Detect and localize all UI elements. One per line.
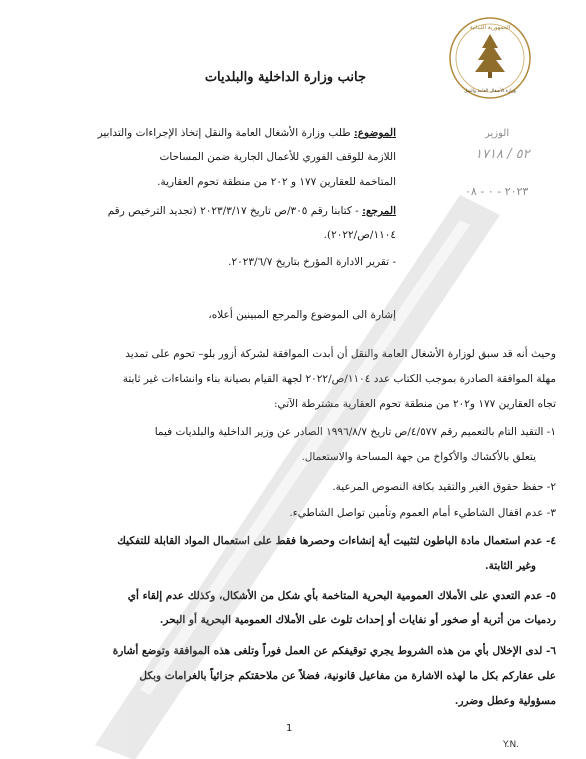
author-initials: Y.N.: [503, 740, 520, 750]
seal-bottom-text: وزارة الأشغال العامة والنقل: [464, 89, 516, 94]
condition-4-line-1: ٤- عدم استعمال مادة الباطون لتثبيت أية إنشاءات وحصرها فقط على استعمال المواد القابلة للتفكيك: [117, 535, 556, 547]
ministry-seal-logo: [442, 14, 538, 104]
addressee-heading: جانب وزارة الداخلية والبلديات: [204, 70, 366, 85]
body-line-3: تجاه العقارين ١٧٧ و٢٠٢ من منطقة تحوم العقارية مشترطة الآتي:: [273, 398, 556, 410]
body-line-1: وحيث أنه قد سبق لوزارة الأشغال العامة والنقل أن أبدت الموافقة لشركة أزور بلو– تحوم على تمديد: [125, 348, 556, 360]
condition-6-line-3: مسؤولية وعطل وضرر.: [454, 695, 556, 707]
handwritten-reference-date: ٢٠٢٣ - ٠ - ٠٨: [465, 185, 529, 198]
condition-3: ٣- عدم اقفال الشاطيء أمام العموم وتأمين تواصل الشاطيء.: [289, 507, 556, 519]
condition-6-line-1: ٦- لدى الإخلال بأي من هذه الشروط يجري توقيفكم عن العمل فوراً وتلغى هذه الموافقة وتوضع أشارة: [112, 645, 556, 657]
condition-5-line-2: ردميات من أتربة أو صخور أو نفايات أو إحداث تلوث على الأملاك العمومية البحرية أو البحر.: [159, 614, 556, 626]
reference-label: المرجع:: [362, 205, 396, 217]
subject-label: الموضوع:: [353, 127, 396, 139]
intro-line: إشارة الى الموضوع والمرجع المبينين أعلاه،: [208, 309, 396, 321]
condition-1-line-2: يتعلق بالأكشاك والأكواخ من جهة المساحة والاستعمال.: [301, 451, 536, 463]
reference-line-1: [108, 204, 396, 218]
subject-line-1: [98, 126, 396, 140]
body-line-2: مهلة الموافقة الصادرة بموجب الكتاب عدد ١١٠٤/ص/٢٠٢٢ لجهة القيام بصيانة بناء وانشاءات غير ثابتة: [122, 373, 556, 385]
subject-line-2: اللازمة للوقف الفوري للأعمال الجارية ضمن المساحات: [159, 151, 396, 163]
condition-2: ٢- حفظ حقوق الغير والتقيد بكافة النصوص المرعية.: [332, 481, 556, 493]
page-number: 1: [286, 723, 293, 734]
condition-5-line-1: ٥- عدم التعدي على الأملاك العمومية البحرية المتاخمة بأي شكل من الأشكال، وكذلك عدم إلقاء أي: [127, 590, 556, 602]
minister-label: الوزير: [485, 128, 510, 139]
reference-line-2: ١١٠٤/ص/٢٠٢٢).: [323, 229, 396, 241]
condition-4-line-2: وغير الثابتة.: [484, 560, 536, 572]
subject-text: طلب وزارة الأشغال العامة والنقل إتخاذ الإجراءات والتدابير: [97, 127, 351, 139]
reference-line-3: - تقرير الادارة المؤرخ بتاريخ ٢٠٢٣/٦/٧.: [228, 256, 396, 268]
reference-text: - كتابنا رقم ٣٠٥/ص تاريخ ٢٠٢٣/٣/١٧ (تجديد الترخيص رقم: [107, 205, 359, 217]
subject-line-3: المتاخمة للعقارين ١٧٧ و ٢٠٢ من منطقة تحوم العقارية.: [157, 176, 396, 188]
condition-1-line-1: ١- التقيد التام بالتعميم رقم ٤/٥٧٧/ص تاريخ ١٩٩٦/٨/٧ الصادر عن وزير الداخلية والبلديات فيما: [154, 426, 556, 438]
seal-top-text: الجمهورية اللبنانية: [469, 25, 511, 31]
handwritten-reference-number: ٥٢ / ١٧١٨: [475, 147, 530, 162]
condition-6-line-2: على عقاركم بكل ما لهذه الاشارة من مفاعيل قانونية، فضلاً عن ملاحقتكم جزائياً بالغرامات وبكل: [139, 670, 556, 682]
